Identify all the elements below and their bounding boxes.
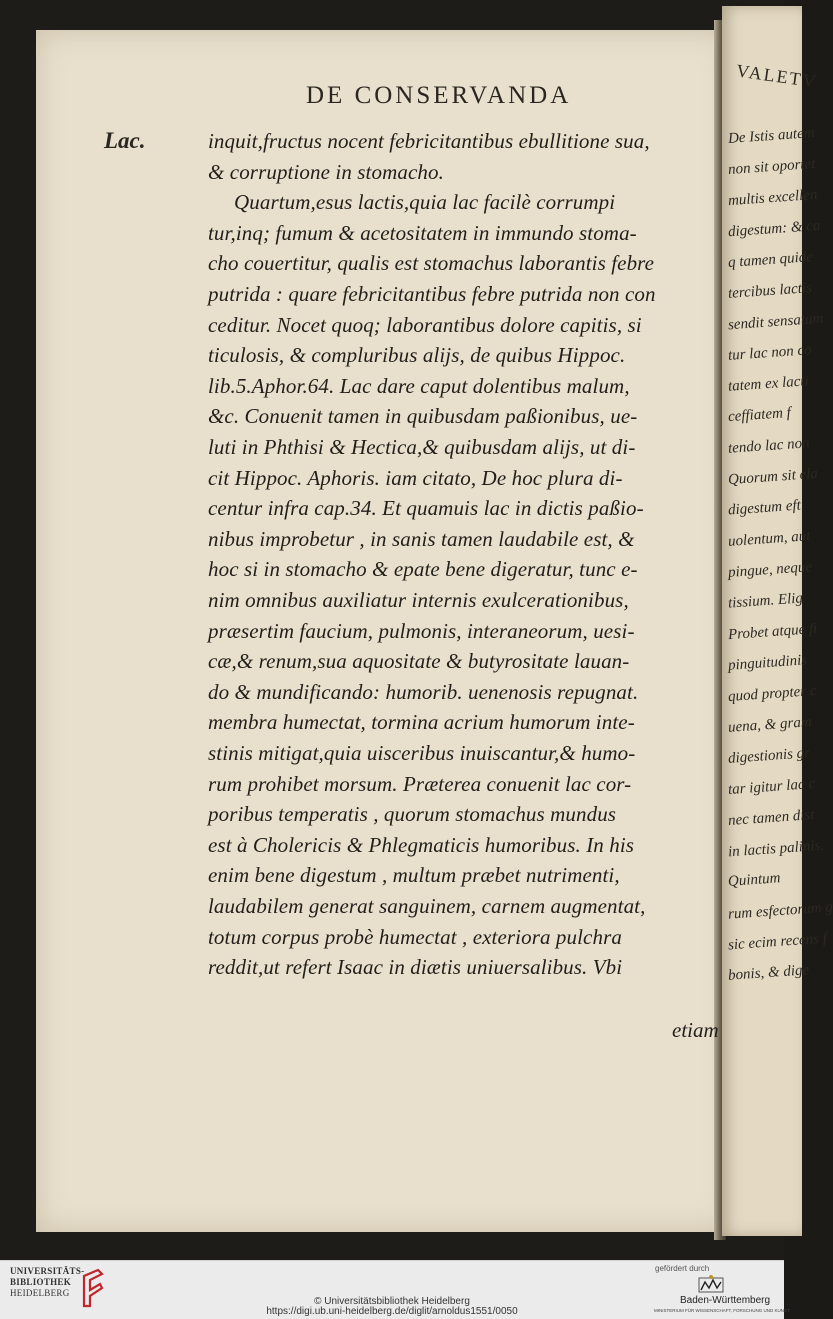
text-line: stinis mitigat,quia uisceribus inuiscantur,& humo- [208,741,636,765]
facing-page-line: Quorum sit ela [727,465,819,489]
funder-subtitle: MINISTERIUM FÜR WISSENSCHAFT, FORSCHUNG UND KUNST [654,1308,790,1313]
permalink-url[interactable]: https://digi.ub.uni-heidelberg.de/diglit/arnoldus1551/0050 [266,1306,518,1317]
facing-page-line: bonis, & dige [727,962,810,984]
facing-page-line: pingue, neque [727,559,813,581]
text-line: tur,inq; fumum & acetositatem in immundo stoma- [208,220,637,245]
facing-page-line: De Istis autem [727,124,816,148]
text-line: do & mundificando: humorib. uenenosis repugnat. [208,679,639,704]
library-name-line2: BIBLIOTHEK [10,1277,72,1287]
facing-page-line: rum esfectorum g [727,899,833,923]
copyright-text: © Universitätsbibliothek Heidelberg [314,1296,470,1307]
text-line: nim omnibus auxiliatur internis exulcerationibus, [208,588,629,612]
text-line: totum corpus probè humectat , exteriora pulchra [208,924,622,949]
text-line: Quartum,esus lactis,quia lac facilè corrumpi [234,190,616,215]
facing-page-line: uena, & gram [727,714,813,736]
text-line: putrida : quare febricitantibus febre putrida non con [208,282,656,306]
text-line: cho couertitur, qualis est stomachus laborantis febre [208,251,655,276]
facing-page-head: VALETV [735,60,819,92]
facing-page [722,6,833,1236]
text-line: laudabilem generat sanguinem, carnem augmentat, [208,894,646,918]
text-line: ceditur. Nocet quoq; laborantibus dolore capitis, si [208,312,642,337]
facing-page-line: Probet atque fi [727,620,818,644]
facing-page-line: sic ecim recens f [727,930,828,954]
text-line: luti in Phthisi & Hectica,& quibusdam alijs, ut di- [208,435,636,459]
facing-page-line: digestionis gr [727,745,811,767]
text-line: cæ,& renum,sua aquositate & butyrositate lauan- [208,649,630,674]
facing-page-line: tar igitur lac c [727,775,816,799]
library-name-line1: UNIVERSITÄTS- [10,1266,85,1276]
text-line: est à Cholericis & Phlegmaticis humoribus. In his [208,832,635,857]
funder-name: Baden-Württemberg [680,1295,771,1306]
text-line: ticulosis, & compluribus alijs, de quibus Hippoc. [208,343,626,368]
marginal-note: Lac. [104,128,146,153]
facing-page-line: in lactis palinis. [727,837,825,861]
facing-page-line: tercibus lactis [727,280,813,302]
text-line: inquit,fructus nocent febricitantibus ebullitione sua, [208,129,650,153]
facing-page-line: digestum eft [727,497,802,519]
facing-page-line: pinguitudinis [727,652,808,674]
text-line: præsertim faucium, pulmonis, interaneorum, uesi- [208,618,635,643]
text-line: centur infra cap.34. Et quamuis lac in dictis paßio- [208,496,644,521]
facing-page-line: tissium. Elig [727,590,804,612]
facing-page-line: quod propter c [727,682,818,706]
catchword: etiam [672,1018,719,1042]
facing-page-line: multis excellen [727,186,818,210]
facing-page-line: tur lac non co [727,342,813,364]
state-crest-icon [693,1274,729,1294]
facing-page-line: tatem ex lacti [727,373,810,395]
text-line: & corruptione in stomacho. [208,159,444,184]
text-line: &c. Conuenit tamen in quibusdam paßionibus, ue- [208,404,638,429]
facing-page-line: uolentum, aut [727,528,811,550]
facing-page-line: tendo lac non [727,435,811,457]
funded-by-label: gefördert durch [655,1264,710,1273]
text-line: rum prohibet morsum. Præterea conuenit lac cor- [208,771,632,796]
running-head: DE CONSERVANDA [306,82,572,109]
text-line: lib.5.Aphor.64. Lac dare caput dolentibus malum, [208,373,630,398]
text-line: nibus improbetur , in sanis tamen laudabile est, & [208,526,635,551]
text-line: reddit,ut refert Isaac in diætis uniuersalibus. Vbi [208,955,623,980]
text-line: cit Hippoc. Aphoris. iam citato, De hoc plura di- [208,465,623,490]
library-name-line3: HEIDELBERG [10,1288,70,1298]
text-line: poribus temperatis , quorum stomachus mundus [208,802,617,827]
facing-page-line: Quintum [727,870,781,890]
text-line: membra humectat, tormina acrium humorum inte- [208,710,635,735]
facing-page-line: sendit sensatum [727,310,824,334]
facing-page-line: digestum: & ca [727,217,821,241]
facing-page-line: ceffiatem f [727,404,792,426]
text-line: enim bene digestum , multum præbet nutrimenti, [208,863,620,888]
facing-page-line: non sit oportet [727,155,816,179]
library-logo-text[interactable] [10,1266,84,1299]
text-line: hoc si in stomacho & epate bene digeratur, tunc e- [208,557,638,582]
facing-page-line: nec tamen dist [727,806,816,830]
facing-page-line: q tamen quide [727,249,814,271]
